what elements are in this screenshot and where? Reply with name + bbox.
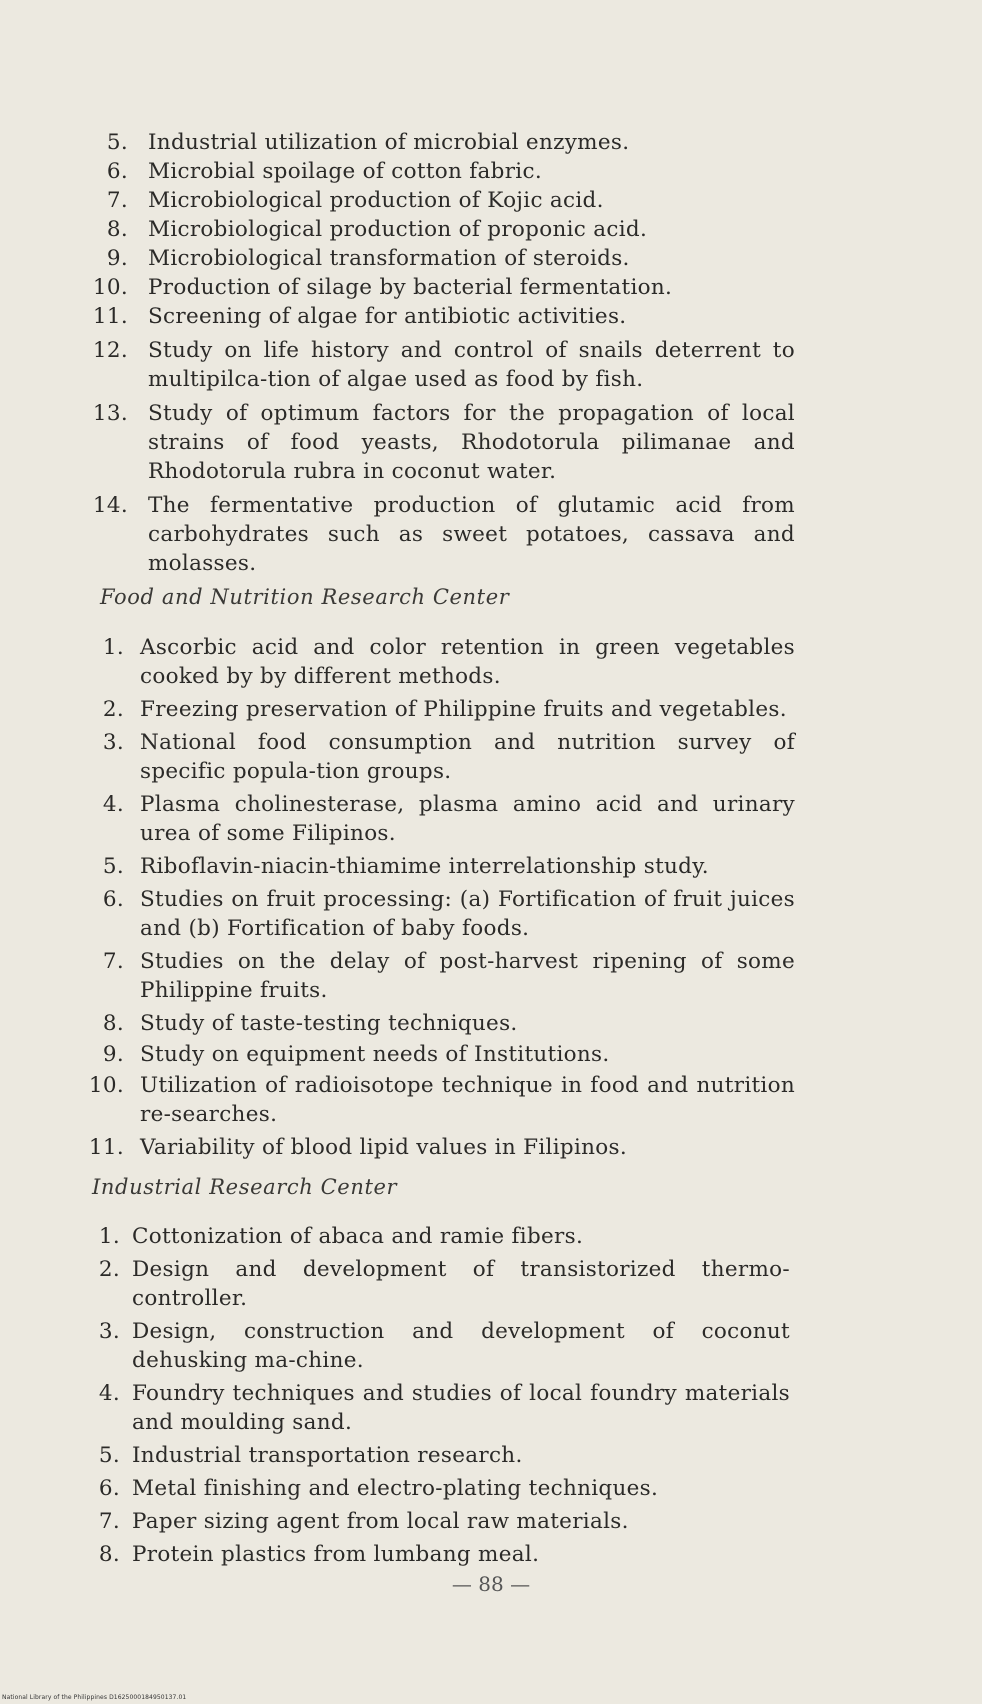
item-number: 13. <box>92 401 128 426</box>
list-item <box>0 186 982 215</box>
list-item <box>0 947 982 1005</box>
heading-food-nutrition: Food and Nutrition Research Center <box>100 585 510 609</box>
list-item <box>0 215 982 244</box>
item-text: Design and development of transistorized thermo-controller. <box>132 1257 790 1311</box>
item-number: 14. <box>92 493 128 518</box>
list-item <box>0 1540 982 1569</box>
item-text: Cottonization of abaca and ramie fibers. <box>132 1224 584 1249</box>
item-text: Study on equipment needs of Institutions. <box>140 1042 610 1067</box>
item-text: Production of silage by bacterial fermentation. <box>148 275 673 300</box>
item-text: Freezing preservation of Philippine fruits and vegetables. <box>140 697 787 722</box>
item-number: 10. <box>92 275 128 300</box>
archive-footer: National Library of the Philippines D1625000184950137.01 <box>2 1694 187 1701</box>
item-text: Protein plastics from lumbang meal. <box>132 1542 540 1567</box>
item-number: 2. <box>98 1257 120 1282</box>
item-number: 1. <box>102 635 124 660</box>
list-item <box>0 1040 982 1069</box>
item-text: Utilization of radioisotope technique in food and nutrition re-searches. <box>140 1073 795 1127</box>
section-microbiology-list <box>0 128 982 578</box>
list-item <box>0 633 982 691</box>
item-number: 5. <box>102 854 124 879</box>
item-number: 2. <box>102 697 124 722</box>
list-item <box>0 128 982 157</box>
item-text: Study on life history and control of snails deterrent to multipilca-tion of algae used as food by fish. <box>148 338 795 392</box>
item-number: 5. <box>106 130 128 155</box>
item-number: 9. <box>102 1042 124 1067</box>
item-number: 7. <box>102 949 124 974</box>
item-number: 5. <box>98 1443 120 1468</box>
item-text: Studies on the delay of post-harvest ripening of some Philippine fruits. <box>140 949 795 1003</box>
list-item <box>0 1133 982 1162</box>
item-text: Study of taste-testing techniques. <box>140 1011 518 1036</box>
list-item <box>0 1441 982 1470</box>
item-number: 6. <box>106 159 128 184</box>
item-text: Variability of blood lipid values in Filipinos. <box>140 1135 627 1160</box>
list-item <box>0 790 982 848</box>
item-number: 6. <box>98 1476 120 1501</box>
page-number: — 88 — <box>451 1572 531 1596</box>
item-number: 10. <box>88 1073 124 1098</box>
project-list-3 <box>0 1222 982 1569</box>
list-item <box>0 302 982 331</box>
item-number: 4. <box>102 792 124 817</box>
item-number: 7. <box>106 188 128 213</box>
item-text: Microbiological transformation of steroids. <box>148 246 630 271</box>
list-item <box>0 1255 982 1313</box>
item-number: 8. <box>102 1011 124 1036</box>
list-item <box>0 1507 982 1536</box>
list-item <box>0 399 982 486</box>
item-text: Riboflavin-niacin-thiamime interrelationship study. <box>140 854 709 879</box>
item-number: 11. <box>92 304 128 329</box>
list-item <box>0 1009 982 1038</box>
item-number: 9. <box>106 246 128 271</box>
item-text: Microbial spoilage of cotton fabric. <box>148 159 542 184</box>
item-number: 11. <box>88 1135 124 1160</box>
item-number: 1. <box>98 1224 120 1249</box>
item-text: Industrial transportation research. <box>132 1443 523 1468</box>
list-item <box>0 157 982 186</box>
project-list-1 <box>0 128 982 578</box>
list-item <box>0 1222 982 1251</box>
list-item <box>0 852 982 881</box>
section-food-nutrition-list <box>0 633 982 1162</box>
item-text: Plasma cholinesterase, plasma amino acid and urinary urea of some Filipinos. <box>140 792 795 846</box>
item-text: The fermentative production of glutamic acid from carbohydrates such as sweet potatoes, cassava and molasses. <box>148 493 795 576</box>
list-item <box>0 728 982 786</box>
item-number: 8. <box>98 1542 120 1567</box>
item-number: 7. <box>98 1509 120 1534</box>
list-item <box>0 1474 982 1503</box>
item-text: Paper sizing agent from local raw materials. <box>132 1509 629 1534</box>
list-item <box>0 1317 982 1375</box>
item-number: 4. <box>98 1381 120 1406</box>
item-text: Study of optimum factors for the propagation of local strains of food yeasts, Rhodotorula pilimanae and Rhodotorula rubra in coconut water. <box>148 401 795 484</box>
item-number: 12. <box>92 338 128 363</box>
item-text: National food consumption and nutrition survey of specific popula-tion groups. <box>140 730 795 784</box>
heading-industrial-research: Industrial Research Center <box>92 1175 398 1199</box>
item-text: Industrial utilization of microbial enzymes. <box>148 130 630 155</box>
list-item <box>0 491 982 578</box>
item-number: 3. <box>102 730 124 755</box>
item-text: Microbiological production of Kojic acid. <box>148 188 604 213</box>
list-item <box>0 1071 982 1129</box>
list-item <box>0 1379 982 1437</box>
list-item <box>0 885 982 943</box>
item-number: 8. <box>106 217 128 242</box>
item-text: Design, construction and development of coconut dehusking ma-chine. <box>132 1319 790 1373</box>
item-text: Microbiological production of proponic acid. <box>148 217 648 242</box>
project-list-2 <box>0 633 982 1162</box>
item-text: Screening of algae for antibiotic activities. <box>148 304 627 329</box>
list-item <box>0 273 982 302</box>
section-industrial-list <box>0 1222 982 1569</box>
item-text: Ascorbic acid and color retention in green vegetables cooked by by different methods. <box>140 635 795 689</box>
item-number: 6. <box>102 887 124 912</box>
list-item <box>0 336 982 394</box>
item-text: Studies on fruit processing: (a) Fortification of fruit juices and (b) Fortification of baby foods. <box>140 887 795 941</box>
item-number: 3. <box>98 1319 120 1344</box>
item-text: Foundry techniques and studies of local foundry materials and moulding sand. <box>132 1381 790 1435</box>
list-item <box>0 695 982 724</box>
item-text: Metal finishing and electro-plating techniques. <box>132 1476 659 1501</box>
list-item <box>0 244 982 273</box>
